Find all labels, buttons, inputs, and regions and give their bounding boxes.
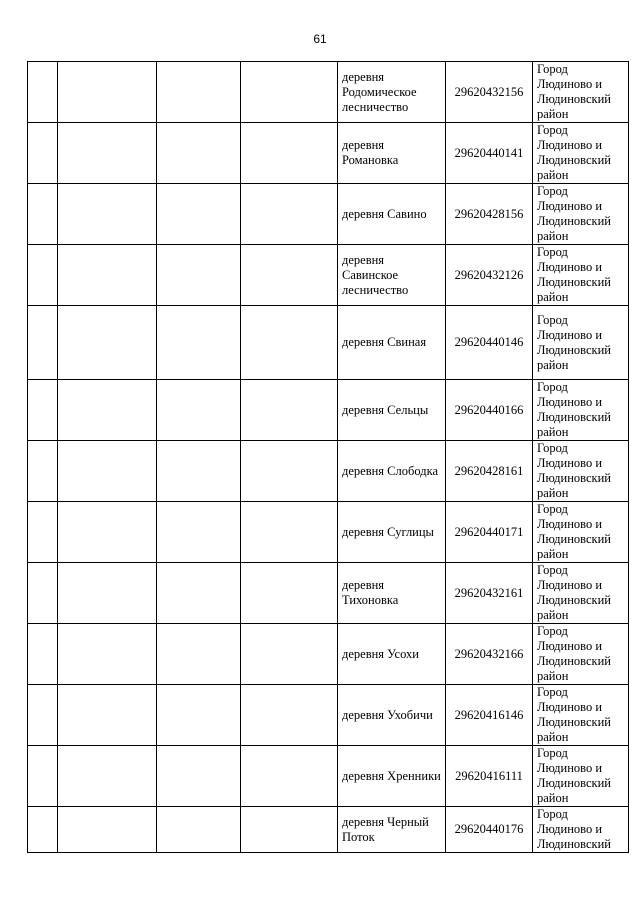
- empty-cell: [241, 746, 338, 807]
- empty-cell: [157, 62, 241, 123]
- empty-cell: [58, 306, 157, 380]
- empty-cell: [157, 184, 241, 245]
- empty-cell: [58, 245, 157, 306]
- table-row: [28, 563, 629, 624]
- municipality-cell: Город Людиново и Людиновский район: [533, 245, 629, 306]
- empty-cell: [28, 306, 58, 380]
- empty-cell: [28, 441, 58, 502]
- settlement-name-cell: деревня Родомическое лесничество: [338, 62, 446, 123]
- empty-cell: [28, 184, 58, 245]
- page-number: 61: [313, 32, 327, 46]
- municipality-cell: Город Людиново и Людиновский район: [533, 746, 629, 807]
- empty-cell: [58, 807, 157, 853]
- settlement-name-cell: деревня Суглицы: [338, 502, 446, 563]
- municipality-cell: Город Людиново и Людиновский район: [533, 624, 629, 685]
- oktmo-code-cell: 29620432161: [446, 563, 533, 624]
- empty-cell: [28, 685, 58, 746]
- empty-cell: [241, 184, 338, 245]
- empty-cell: [241, 502, 338, 563]
- empty-cell: [157, 441, 241, 502]
- empty-cell: [28, 746, 58, 807]
- empty-cell: [28, 62, 58, 123]
- municipality-cell: Город Людиново и Людиновский район: [533, 502, 629, 563]
- table-row: [28, 502, 629, 563]
- oktmo-code-cell: 29620440176: [446, 807, 533, 853]
- table-row: [28, 685, 629, 746]
- empty-cell: [58, 441, 157, 502]
- empty-cell: [28, 380, 58, 441]
- empty-cell: [58, 746, 157, 807]
- municipality-cell: Город Людиново и Людиновский район: [533, 184, 629, 245]
- oktmo-code-cell: 29620440141: [446, 123, 533, 184]
- empty-cell: [241, 807, 338, 853]
- oktmo-code-cell: 29620440146: [446, 306, 533, 380]
- empty-cell: [58, 563, 157, 624]
- table-row: [28, 380, 629, 441]
- settlement-name-cell: деревня Хренники: [338, 746, 446, 807]
- oktmo-code-cell: 29620428156: [446, 184, 533, 245]
- empty-cell: [58, 624, 157, 685]
- empty-cell: [157, 380, 241, 441]
- empty-cell: [241, 685, 338, 746]
- settlement-name-cell: деревня Сельцы: [338, 380, 446, 441]
- empty-cell: [58, 184, 157, 245]
- empty-cell: [241, 123, 338, 184]
- empty-cell: [241, 306, 338, 380]
- empty-cell: [58, 62, 157, 123]
- empty-cell: [28, 123, 58, 184]
- oktmo-code-cell: 29620440171: [446, 502, 533, 563]
- empty-cell: [157, 306, 241, 380]
- empty-cell: [157, 746, 241, 807]
- settlement-name-cell: деревня Савинское лесничество: [338, 245, 446, 306]
- settlement-name-cell: деревня Савино: [338, 184, 446, 245]
- municipality-cell: Город Людиново и Людиновский район: [533, 380, 629, 441]
- empty-cell: [241, 62, 338, 123]
- empty-cell: [28, 245, 58, 306]
- settlement-name-cell: деревня Слободка: [338, 441, 446, 502]
- empty-cell: [157, 245, 241, 306]
- table-row: [28, 184, 629, 245]
- municipality-cell: Город Людиново и Людиновский район: [533, 441, 629, 502]
- empty-cell: [28, 624, 58, 685]
- municipality-cell: Город Людиново и Людиновский: [533, 807, 629, 853]
- municipality-cell: Город Людиново и Людиновский район: [533, 123, 629, 184]
- empty-cell: [157, 807, 241, 853]
- empty-cell: [58, 123, 157, 184]
- empty-cell: [58, 502, 157, 563]
- oktmo-code-cell: 29620428161: [446, 441, 533, 502]
- table-row: [28, 441, 629, 502]
- oktmo-code-cell: 29620432126: [446, 245, 533, 306]
- table-row: [28, 123, 629, 184]
- settlements-table: [27, 61, 629, 853]
- empty-cell: [58, 685, 157, 746]
- empty-cell: [28, 807, 58, 853]
- oktmo-code-cell: 29620432166: [446, 624, 533, 685]
- settlement-name-cell: деревня Черный Поток: [338, 807, 446, 853]
- table-row: [28, 807, 629, 853]
- empty-cell: [241, 563, 338, 624]
- oktmo-code-cell: 29620432156: [446, 62, 533, 123]
- oktmo-code-cell: 29620416146: [446, 685, 533, 746]
- empty-cell: [28, 563, 58, 624]
- empty-cell: [157, 123, 241, 184]
- table-row: [28, 746, 629, 807]
- table-row: [28, 306, 629, 380]
- empty-cell: [241, 624, 338, 685]
- settlement-name-cell: деревня Свиная: [338, 306, 446, 380]
- oktmo-code-cell: 29620440166: [446, 380, 533, 441]
- settlement-name-cell: деревня Усохи: [338, 624, 446, 685]
- empty-cell: [157, 502, 241, 563]
- municipality-cell: Город Людиново и Людиновский район: [533, 306, 629, 380]
- table-row: [28, 62, 629, 123]
- settlement-name-cell: деревня Ухобичи: [338, 685, 446, 746]
- empty-cell: [58, 380, 157, 441]
- municipality-cell: Город Людиново и Людиновский район: [533, 62, 629, 123]
- empty-cell: [241, 380, 338, 441]
- oktmo-code-cell: 29620416111: [446, 746, 533, 807]
- municipality-cell: Город Людиново и Людиновский район: [533, 563, 629, 624]
- municipality-cell: Город Людиново и Людиновский район: [533, 685, 629, 746]
- empty-cell: [241, 441, 338, 502]
- settlement-name-cell: деревня Тихоновка: [338, 563, 446, 624]
- table-row: [28, 624, 629, 685]
- table-row: [28, 245, 629, 306]
- table-body: [28, 62, 629, 853]
- empty-cell: [157, 685, 241, 746]
- empty-cell: [157, 563, 241, 624]
- empty-cell: [28, 502, 58, 563]
- empty-cell: [241, 245, 338, 306]
- empty-cell: [157, 624, 241, 685]
- settlement-name-cell: деревня Романовка: [338, 123, 446, 184]
